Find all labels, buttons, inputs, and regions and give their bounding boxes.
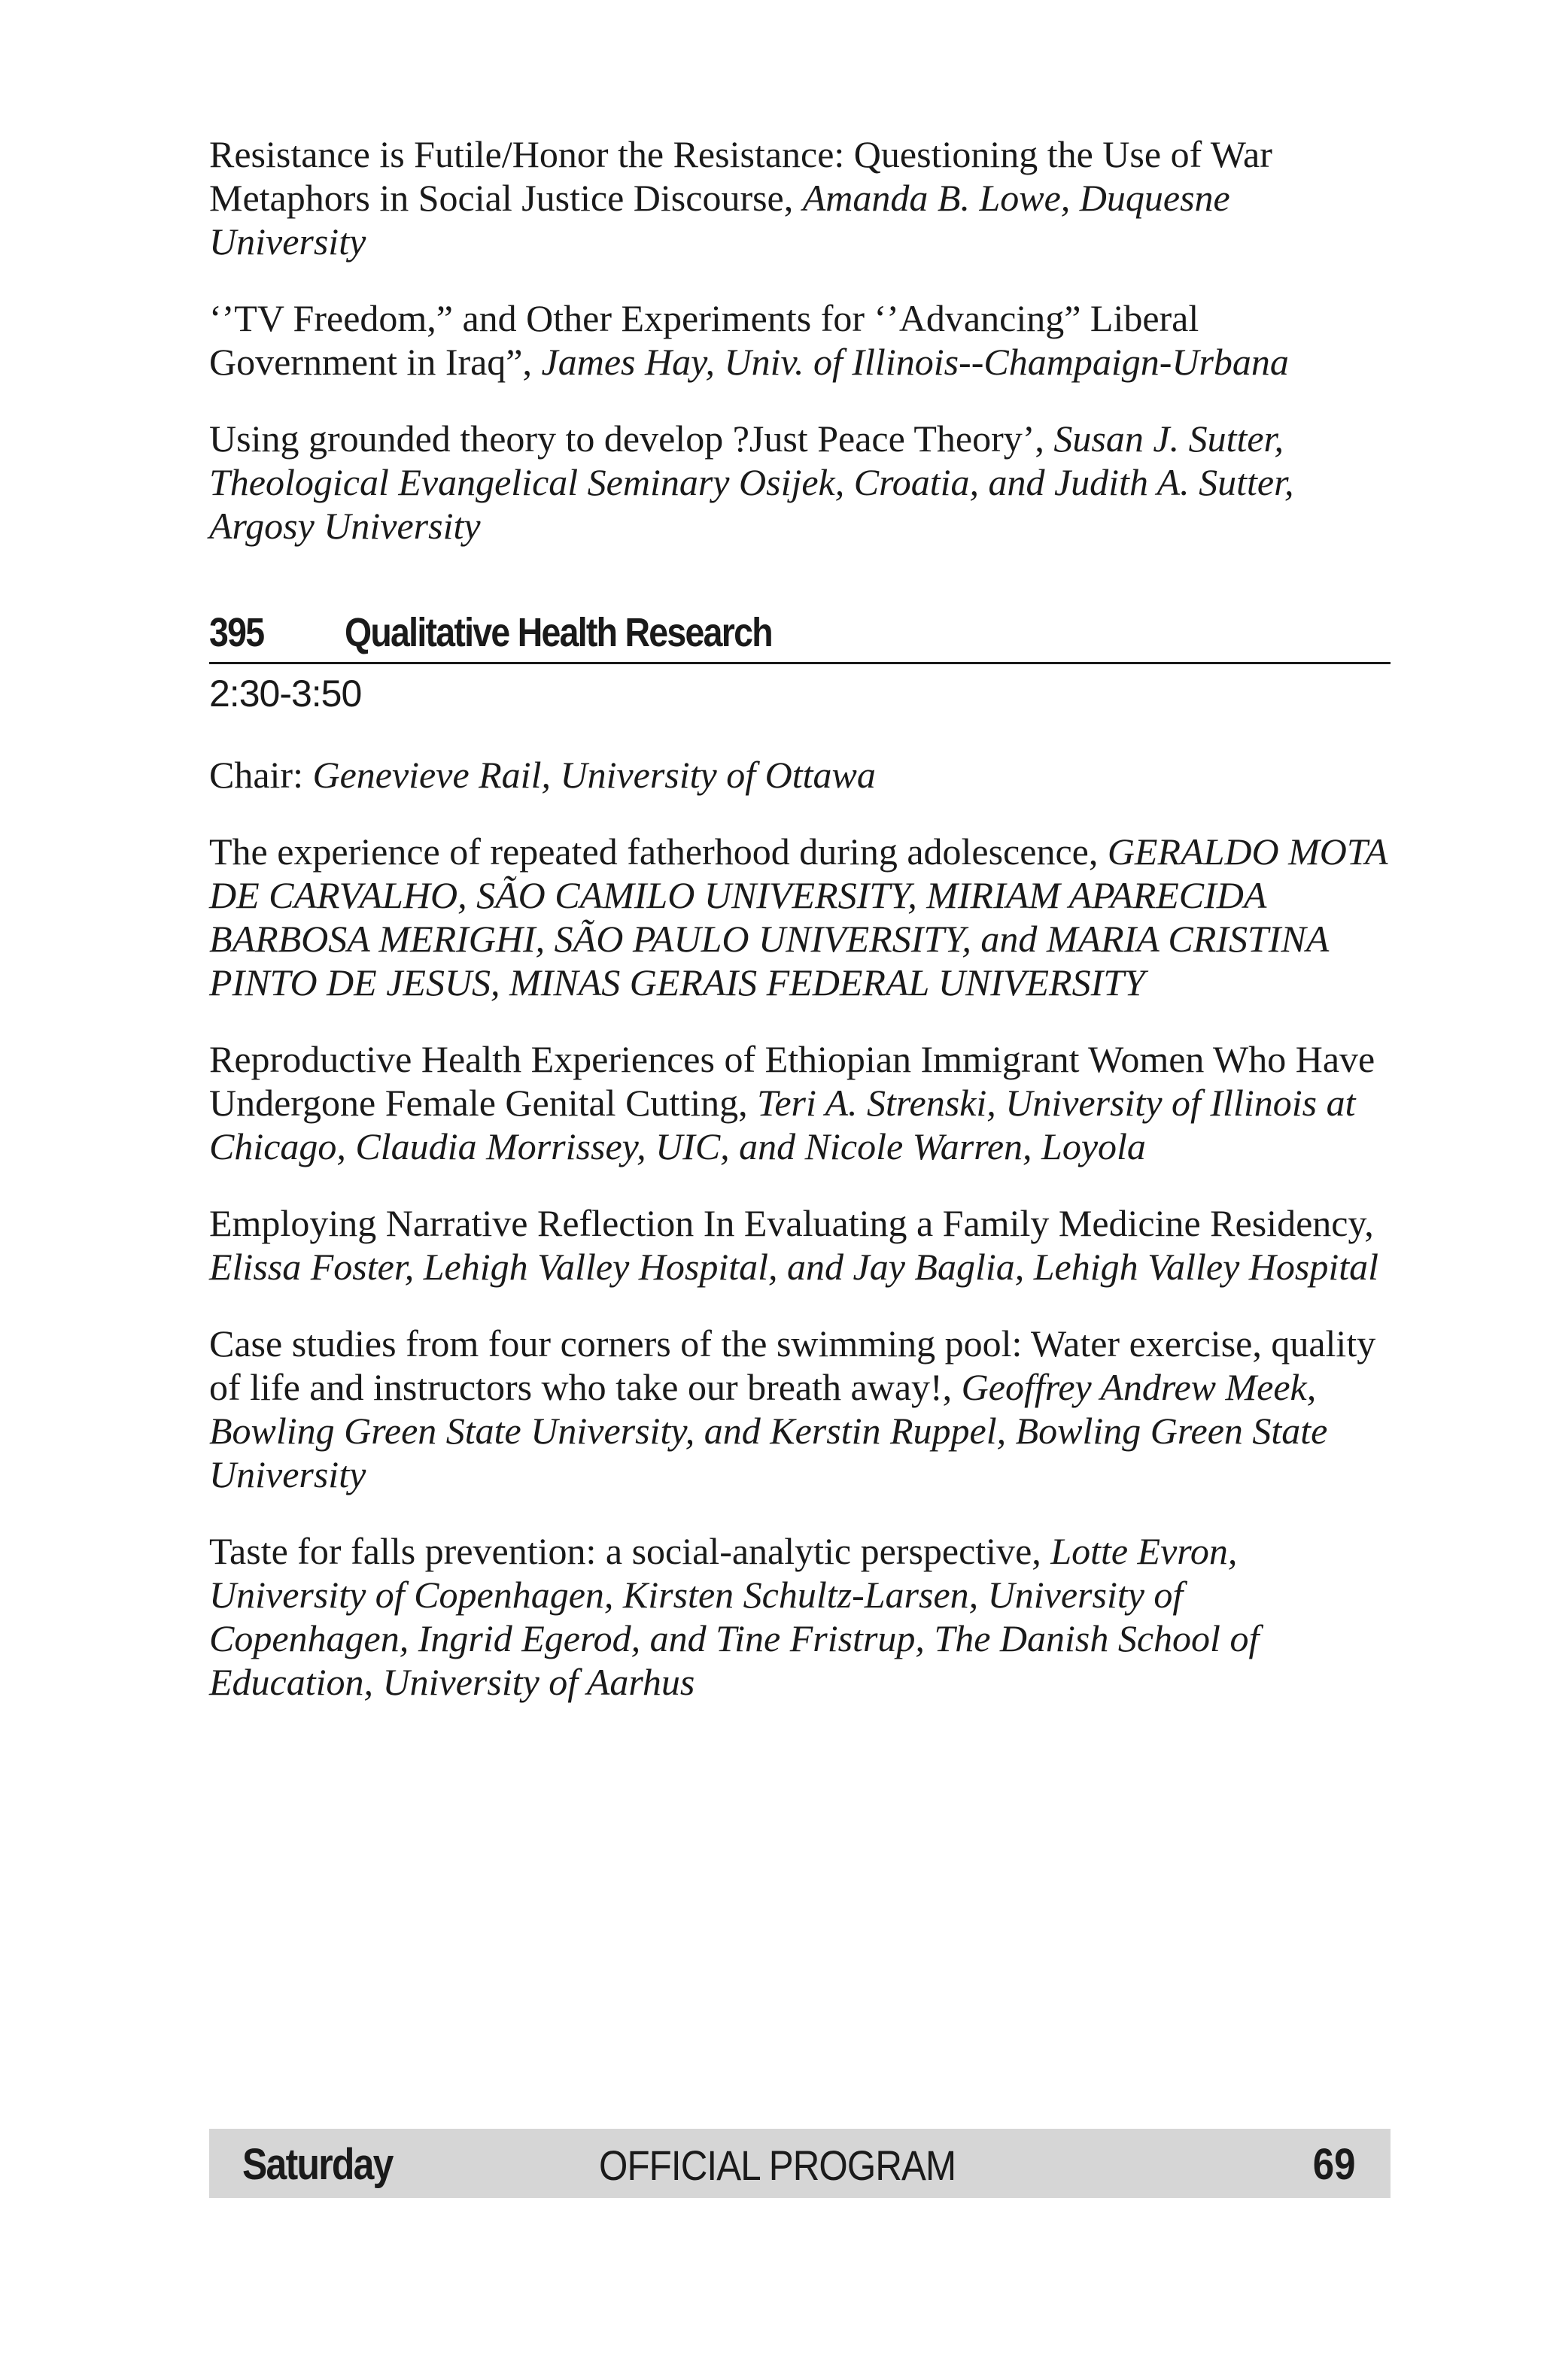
presentation-title: Case studies from four corners of the swimming pool: Water exercise, quality of life and instructors who take our breath away!, xyxy=(209,1322,1376,1408)
presentation-authors: James Hay, Univ. of Illinois--Champaign-Urbana xyxy=(541,341,1289,383)
presentation-list-session xyxy=(209,830,1391,1704)
presentation-entry xyxy=(209,1529,1391,1704)
presentation-title: Reproductive Health Experiences of Ethiopian Immigrant Women Who Have Undergone Female Genital Cutting, xyxy=(209,1038,1375,1124)
presentation-authors: Susan J. Sutter, Theological Evangelical Seminary Osijek, Croatia, and Judith A. Sutter, Argosy University xyxy=(209,417,1294,547)
session-chair xyxy=(209,753,1391,797)
page-number: 69 xyxy=(1313,2140,1356,2189)
presentation-authors: GERALDO MOTA DE CARVALHO, SÃO CAMILO UNIVERSITY, MIRIAM APARECIDA BARBOSA MERIGHI, SÃO PAULO UNIVERSITY, and MARIA CRISTINA PINTO DE JESUS, MINAS GERAIS FEDERAL UNIVERSITY xyxy=(209,830,1388,1003)
presentation-authors: Lotte Evron, University of Copenhagen, Kirsten Schultz-Larsen, University of Copenhagen, Ingrid Egerod, and Tine Fristrup, The Danish School of Education, University of Aarhus xyxy=(209,1530,1260,1703)
footer-program-title: OFFICIAL PROGRAM xyxy=(599,2142,956,2189)
session-time: 2:30-3:50 xyxy=(209,672,362,715)
presentation-entry xyxy=(209,296,1391,384)
footer-day: Saturday xyxy=(242,2140,393,2189)
presentation-entry xyxy=(209,417,1391,548)
presentation-title: ‘’TV Freedom,” and Other Experiments for ‘’Advancing” Liberal Government in Iraq”, xyxy=(209,297,1199,383)
presentation-title: Employing Narrative Reflection In Evaluating a Family Medicine Residency, xyxy=(209,1202,1374,1244)
chair-label: Chair: xyxy=(209,754,313,796)
session-number: 395 xyxy=(209,610,264,655)
presentation-entry xyxy=(209,830,1391,1004)
presentation-authors: Amanda B. Lowe, Duquesne University xyxy=(209,177,1230,263)
session-title: Qualitative Health Research xyxy=(345,610,772,655)
session-header xyxy=(209,609,1391,664)
presentation-list-top xyxy=(209,132,1391,548)
presentation-entry xyxy=(209,132,1391,263)
presentation-title: Resistance is Futile/Honor the Resistance: Questioning the Use of War Metaphors in Social Justice Discourse, xyxy=(209,133,1272,219)
program-page xyxy=(209,132,1391,1737)
presentation-title: Using grounded theory to develop ?Just Peace Theory’, xyxy=(209,417,1054,460)
presentation-title: The experience of repeated fatherhood during adolescence, xyxy=(209,830,1108,873)
chair-name: Genevieve Rail, University of Ottawa xyxy=(312,754,876,796)
presentation-entry xyxy=(209,1201,1391,1289)
presentation-title: Taste for falls prevention: a social-analytic perspective, xyxy=(209,1530,1051,1572)
presentation-authors: Elissa Foster, Lehigh Valley Hospital, and Jay Baglia, Lehigh Valley Hospital xyxy=(209,1246,1379,1288)
presentation-entry xyxy=(209,1322,1391,1496)
presentation-entry xyxy=(209,1037,1391,1168)
page-footer xyxy=(209,2129,1391,2198)
presentation-authors: Teri A. Strenski, University of Illinois at Chicago, Claudia Morrissey, UIC, and Nicole Warren, Loyola xyxy=(209,1082,1356,1167)
presentation-authors: Geoffrey Andrew Meek, Bowling Green State University, and Kerstin Ruppel, Bowling Green State University xyxy=(209,1366,1328,1495)
